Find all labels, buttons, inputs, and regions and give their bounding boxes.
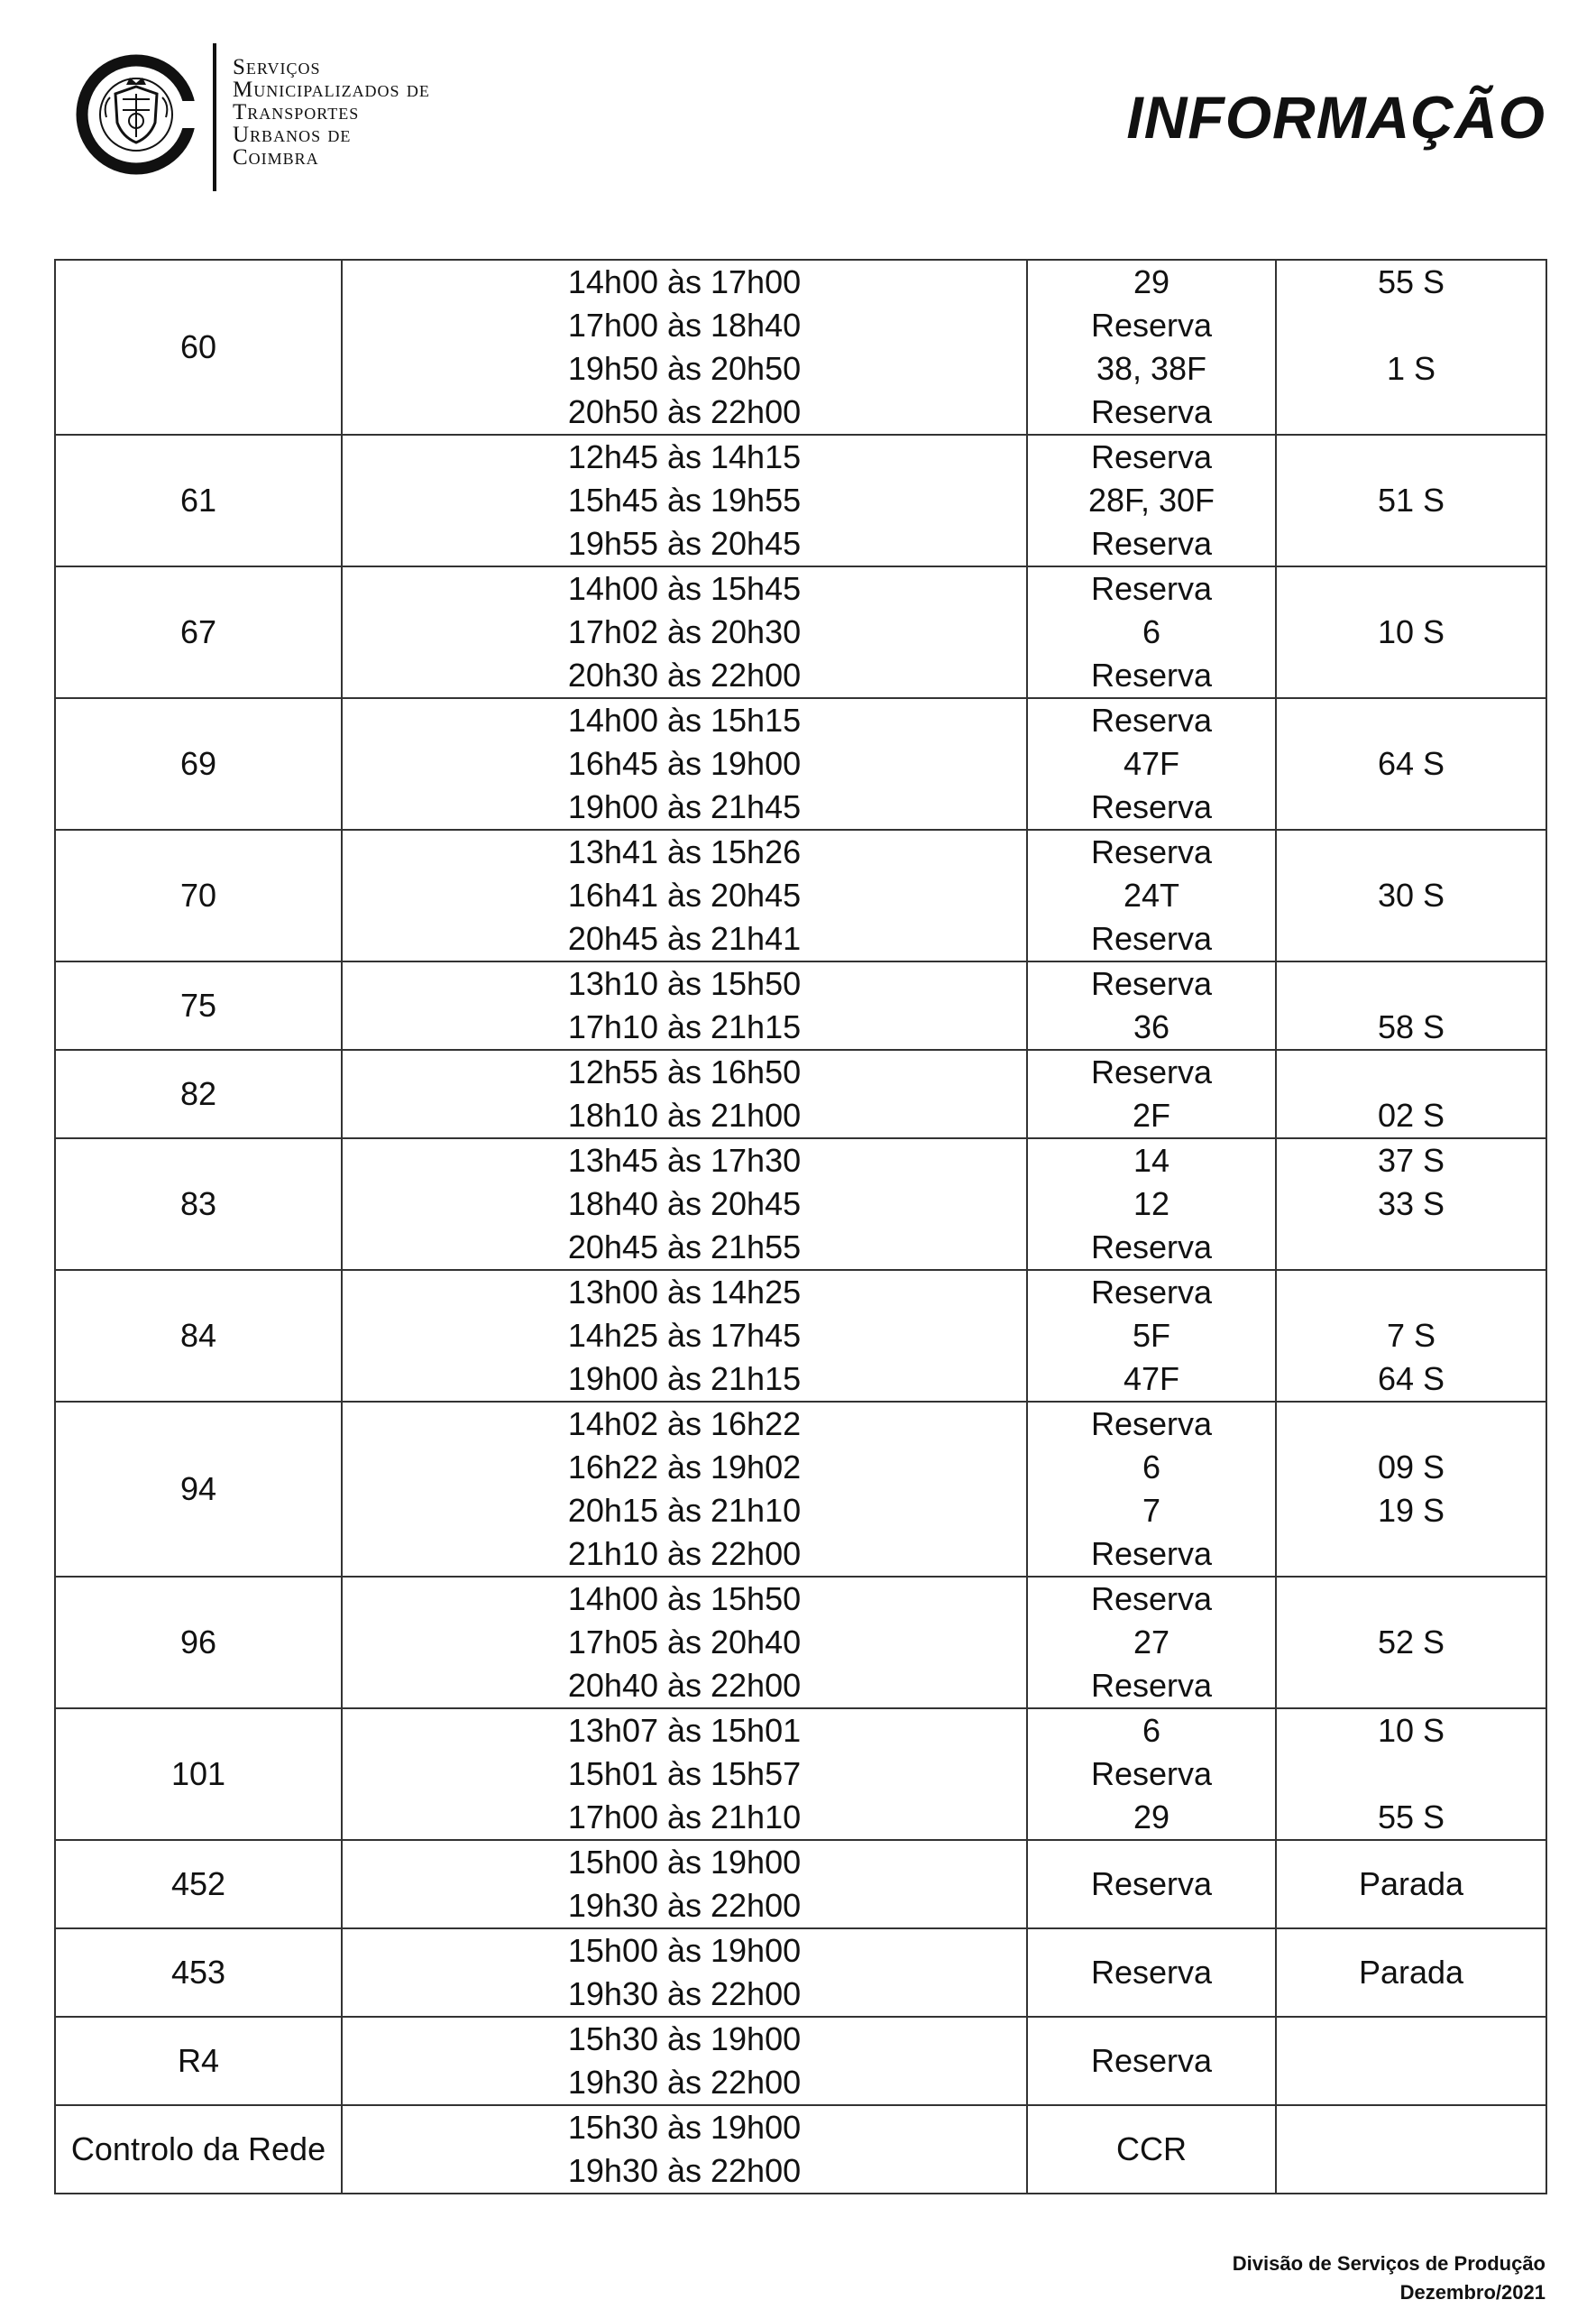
note-value: 58 S [1377,1008,1445,1045]
service-cell [1027,1402,1276,1577]
table-row [55,1708,1546,1840]
service-value: 36 [1133,1008,1170,1045]
service-value: Reserva [1090,920,1213,957]
note-value: 09 S [1377,1449,1445,1486]
note-cell [1276,1138,1546,1270]
time-range: 20h45 às 21h55 [567,1228,802,1265]
service-cell [1027,1270,1276,1402]
row-id-cell: 94 [55,1402,342,1577]
note-value [1277,1051,1546,1094]
time-range: 17h00 às 18h40 [567,307,802,344]
time-range-cell [342,1270,1027,1402]
page-title: INFORMAÇÃO [1126,84,1546,151]
note-value [1277,654,1546,697]
time-range: 19h30 às 22h00 [567,2064,802,2101]
note-cell [1276,961,1546,1050]
row-id-cell: 96 [55,1577,342,1708]
time-range: 21h10 às 22h00 [567,1535,802,1572]
note-cell [1276,830,1546,961]
service-cell [1027,2017,1276,2105]
service-value: Reserva [1090,657,1213,694]
note-value [1277,699,1546,742]
time-range: 19h00 às 21h45 [567,788,802,825]
time-range: 17h02 às 20h30 [567,613,802,650]
note-value [1277,1532,1546,1576]
time-range: 14h00 às 15h50 [567,1580,802,1617]
time-range-cell [342,1708,1027,1840]
service-cell [1027,2105,1276,2194]
time-range-cell [342,566,1027,698]
time-range: 14h02 às 16h22 [567,1405,802,1442]
note-value [1277,1664,1546,1707]
time-range-cell [342,260,1027,435]
footer-date: Dezembro/2021 [1399,2281,1546,2304]
note-value: 10 S [1377,613,1445,650]
note-value: 7 S [1386,1317,1436,1354]
note-value [1277,1752,1546,1796]
time-range-cell [342,435,1027,566]
note-cell [1276,1402,1546,1577]
time-range: 18h10 às 21h00 [567,1097,802,1134]
time-range: 20h50 às 22h00 [567,393,802,430]
time-range: 12h55 às 16h50 [567,1053,802,1090]
footer-division: Divisão de Serviços de Produção [1232,2252,1546,2275]
row-id-cell: 61 [55,435,342,566]
service-value: Reserva [1090,1667,1213,1704]
service-value: Reserva [1090,1274,1213,1311]
note-value [1277,1578,1546,1621]
time-range: 12h45 às 14h15 [567,438,802,475]
note-value: 51 S [1377,482,1445,519]
service-value: 2F [1132,1097,1170,1134]
service-value: 6 [1142,613,1161,650]
service-value: Reserva [1090,833,1213,870]
service-cell [1027,698,1276,830]
table-row [55,830,1546,961]
note-value: Parada [1358,1865,1464,1902]
note-value: 19 S [1377,1492,1445,1529]
table-row [55,1138,1546,1270]
service-cell [1027,1050,1276,1138]
time-range: 18h40 às 20h45 [567,1185,802,1222]
time-range: 14h00 às 17h00 [567,263,802,300]
time-range: 19h30 às 22h00 [567,1887,802,1924]
row-id-cell: 67 [55,566,342,698]
table-row [55,1402,1546,1577]
service-cell [1027,260,1276,435]
note-value: 30 S [1377,877,1445,914]
organization-logo [76,43,509,198]
time-range: 19h30 às 22h00 [567,1975,802,2012]
service-value: Reserva [1090,1053,1213,1090]
time-range: 13h00 às 14h25 [567,1274,802,1311]
service-value: Reserva [1090,1954,1213,1991]
organization-name-line: Serviços [233,55,321,79]
note-value: 55 S [1377,1798,1445,1835]
row-id-cell: Controlo da Rede [55,2105,342,2194]
time-range: 16h41 às 20h45 [567,877,802,914]
time-range-cell [342,1050,1027,1138]
note-cell [1276,1050,1546,1138]
service-cell [1027,435,1276,566]
time-range: 15h30 às 19h00 [567,2109,802,2146]
row-id-cell: 101 [55,1708,342,1840]
note-value: 1 S [1386,350,1436,387]
row-id-cell: 452 [55,1840,342,1928]
service-value: Reserva [1090,393,1213,430]
service-cell [1027,1840,1276,1928]
note-value [1277,567,1546,611]
time-range: 17h05 às 20h40 [567,1624,802,1660]
service-value: 38, 38F [1096,350,1207,387]
service-value: Reserva [1090,788,1213,825]
row-id-cell: 82 [55,1050,342,1138]
time-range: 15h00 às 19h00 [567,1844,802,1881]
service-value: Reserva [1090,307,1213,344]
time-range-cell [342,961,1027,1050]
note-value [1277,1271,1546,1314]
time-range-cell [342,1138,1027,1270]
service-value: 47F [1123,745,1180,782]
row-id-cell: 83 [55,1138,342,1270]
note-cell [1276,2017,1546,2105]
row-id-cell: 453 [55,1928,342,2017]
time-range: 14h00 às 15h15 [567,702,802,739]
time-range: 20h40 às 22h00 [567,1667,802,1704]
service-value: Reserva [1090,1405,1213,1442]
service-value: 29 [1133,1798,1170,1835]
time-range-cell [342,2105,1027,2194]
time-range: 19h30 às 22h00 [567,2152,802,2189]
table-row [55,2017,1546,2105]
note-value: 37 S [1377,1142,1445,1179]
note-cell [1276,435,1546,566]
note-value: 10 S [1377,1712,1445,1749]
service-value: 12 [1133,1185,1170,1222]
row-id-cell: R4 [55,2017,342,2105]
service-cell [1027,566,1276,698]
note-value [1277,786,1546,829]
time-range-cell [342,1928,1027,2017]
note-value [1277,1226,1546,1269]
note-value: 33 S [1377,1185,1445,1222]
service-cell [1027,1708,1276,1840]
time-range: 20h45 às 21h41 [567,920,802,957]
service-value: Reserva [1090,2042,1213,2079]
time-range-cell [342,698,1027,830]
time-range: 14h00 às 15h45 [567,570,802,607]
table-row [55,260,1546,435]
service-value: Reserva [1090,438,1213,475]
note-cell [1276,1577,1546,1708]
note-value [1277,962,1546,1006]
service-value: 6 [1142,1712,1161,1749]
note-value [1277,917,1546,961]
time-range: 20h15 às 21h10 [567,1492,802,1529]
service-cell [1027,1138,1276,1270]
table-row [55,1577,1546,1708]
note-value: 64 S [1377,1360,1445,1397]
note-value: 52 S [1377,1624,1445,1660]
service-value: 28F, 30F [1087,482,1215,519]
time-range: 13h07 às 15h01 [567,1712,802,1749]
logo-divider [213,43,216,191]
note-value [1277,304,1546,347]
time-range: 13h45 às 17h30 [567,1142,802,1179]
table-row [55,566,1546,698]
time-range-cell [342,830,1027,961]
service-value: Reserva [1090,1228,1213,1265]
row-id-cell: 84 [55,1270,342,1402]
service-value: 24T [1123,877,1180,914]
note-value [1277,1403,1546,1446]
note-cell [1276,2105,1546,2194]
service-value: 7 [1142,1492,1161,1529]
note-value [1277,391,1546,434]
service-value: 14 [1133,1142,1170,1179]
service-value: Reserva [1090,702,1213,739]
time-range-cell [342,1577,1027,1708]
row-id-cell: 70 [55,830,342,961]
row-id-cell: 60 [55,260,342,435]
note-cell [1276,1928,1546,2017]
table-row [55,2105,1546,2194]
note-cell [1276,1270,1546,1402]
service-cell [1027,961,1276,1050]
table-row [55,1050,1546,1138]
note-value [1277,436,1546,479]
note-value: 64 S [1377,745,1445,782]
service-value: Reserva [1090,570,1213,607]
time-range: 19h50 às 20h50 [567,350,802,387]
service-value: Reserva [1090,1580,1213,1617]
table-row [55,698,1546,830]
row-id-cell: 75 [55,961,342,1050]
note-value: 02 S [1377,1097,1445,1134]
service-cell [1027,830,1276,961]
time-range-cell [342,2017,1027,2105]
time-range: 19h00 às 21h15 [567,1360,802,1397]
note-value [1277,831,1546,874]
time-range-cell [342,1402,1027,1577]
time-range: 15h30 às 19h00 [567,2020,802,2057]
table-row [55,1270,1546,1402]
table-row [55,1840,1546,1928]
service-cell [1027,1928,1276,2017]
time-range-cell [342,1840,1027,1928]
footer [1233,2249,1546,2307]
note-cell [1276,1708,1546,1840]
time-range: 13h41 às 15h26 [567,833,802,870]
time-range: 19h55 às 20h45 [567,525,802,562]
note-value: 55 S [1377,263,1445,300]
schedule-table [54,259,1547,2194]
organization-name-line: Municipalizados de [233,78,430,102]
time-range: 17h10 às 21h15 [567,1008,802,1045]
service-value: CCR [1116,2130,1187,2167]
service-value: Reserva [1090,1865,1213,1902]
schedule-table-body [55,260,1546,2194]
row-id-cell: 69 [55,698,342,830]
service-value: 47F [1123,1360,1180,1397]
organization-name [233,56,430,169]
time-range: 14h25 às 17h45 [567,1317,802,1354]
organization-name-line: Coimbra [233,145,319,170]
service-value: 27 [1133,1624,1170,1660]
table-row [55,1928,1546,2017]
time-range: 16h45 às 19h00 [567,745,802,782]
service-cell [1027,1577,1276,1708]
table-row [55,961,1546,1050]
time-range: 13h10 às 15h50 [567,965,802,1002]
municipal-emblem-icon [76,54,197,175]
service-value: Reserva [1090,1535,1213,1572]
note-cell [1276,1840,1546,1928]
table-row [55,435,1546,566]
time-range: 15h00 às 19h00 [567,1932,802,1969]
service-value: Reserva [1090,525,1213,562]
note-cell [1276,698,1546,830]
note-cell [1276,566,1546,698]
note-value: Parada [1358,1954,1464,1991]
time-range: 20h30 às 22h00 [567,657,802,694]
time-range: 15h01 às 15h57 [567,1755,802,1792]
service-value: Reserva [1090,965,1213,1002]
time-range: 15h45 às 19h55 [567,482,802,519]
organization-name-line: Transportes [233,100,360,124]
service-value: 5F [1132,1317,1170,1354]
organization-name-line: Urbanos de [233,123,352,147]
time-range: 16h22 às 19h02 [567,1449,802,1486]
time-range: 17h00 às 21h10 [567,1798,802,1835]
service-value: 29 [1133,263,1170,300]
service-value: 6 [1142,1449,1161,1486]
note-cell [1276,260,1546,435]
service-value: Reserva [1090,1755,1213,1792]
note-value [1277,522,1546,566]
